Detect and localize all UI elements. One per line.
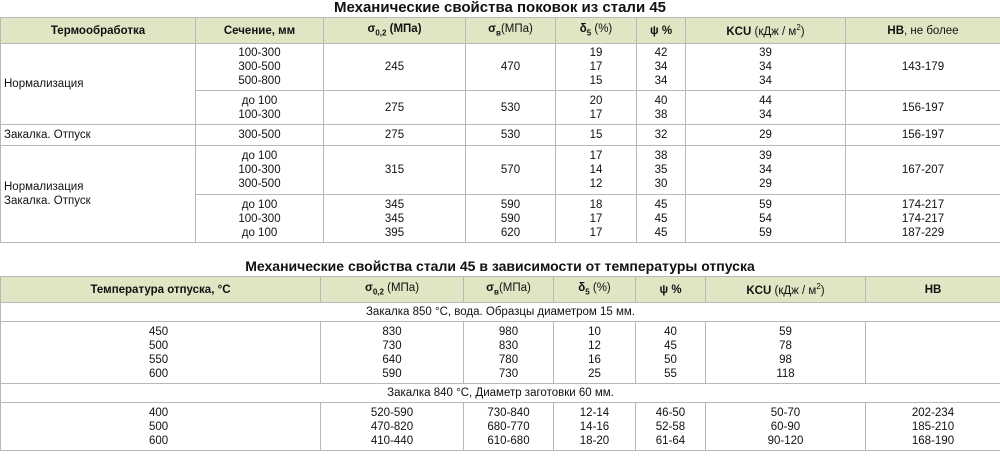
impact-cell: 59 54 59 (686, 195, 846, 243)
header-hardness: HB (866, 277, 1000, 303)
heat-treatment-cell: Нормализация (1, 44, 196, 125)
table-row (1, 44, 1000, 91)
yield-cell: 245 (324, 44, 466, 91)
header-tensile-strength: $\sigma_в(МПа)$ (464, 277, 554, 303)
table1-title: Механические свойства поковок из стали 45 (333, 0, 667, 16)
temperature-cell: 400 500 600 (1, 403, 321, 451)
table-row (1, 322, 1000, 384)
elongation-cell: 10 12 16 25 (554, 322, 636, 384)
header-temperature: Температура отпуска, °С (1, 277, 321, 303)
header-yield-strength: $\sigma_{0,2}$ (МПа) (324, 18, 466, 44)
header-elongation: $\delta_5$ (%) (556, 18, 637, 44)
table2-title: Механические свойства стали 45 в зависимости от температуры отпуска (245, 258, 755, 274)
section-cell: 100-300 300-500 500-800 (196, 44, 324, 91)
header-elongation: $\delta_5$ (%) (554, 277, 636, 303)
table2-block (0, 258, 1000, 451)
section-cell: до 100 100-300 300-500 (196, 146, 324, 195)
section-label: Закалка 850 °С, вода. Образцы диаметром 15 мм. (1, 303, 1000, 322)
yield-cell: 345 345 395 (324, 195, 466, 243)
section-label-row (1, 384, 1000, 403)
table-row (1, 403, 1000, 451)
impact-cell: 29 (686, 125, 846, 146)
tensile-cell: 730-840 680-770 610-680 (464, 403, 554, 451)
tensile-cell: 980 830 780 730 (464, 322, 554, 384)
elongation-cell: 20 17 (556, 91, 637, 125)
reduction-cell: 38 35 30 (637, 146, 686, 195)
header-hardness: HB, не более (846, 18, 1000, 44)
impact-cell: 50-70 60-90 90-120 (706, 403, 866, 451)
table-row (1, 146, 1000, 195)
yield-cell: 830 730 640 590 (321, 322, 464, 384)
impact-cell: 44 34 (686, 91, 846, 125)
hardness-cell: 156-197 (846, 91, 1000, 125)
header-impact-toughness: KCU $(кДж / м^2)$ (706, 277, 866, 303)
temperature-cell: 450 500 550 600 (1, 322, 321, 384)
hardness-cell: 143-179 (846, 44, 1000, 91)
impact-cell: 39 34 34 (686, 44, 846, 91)
reduction-cell: 46-50 52-58 61-64 (636, 403, 706, 451)
reduction-cell: 32 (637, 125, 686, 146)
elongation-cell: 18 17 17 (556, 195, 637, 243)
header-reduction: ψ % (637, 18, 686, 44)
elongation-cell: 12-14 14-16 18-20 (554, 403, 636, 451)
elongation-cell: 19 17 15 (556, 44, 637, 91)
hardness-cell (866, 322, 1000, 384)
section-cell: 300-500 (196, 125, 324, 146)
reduction-cell: 40 45 50 55 (636, 322, 706, 384)
section-label-row (1, 303, 1000, 322)
header-impact-toughness: KCU $(кДж / м^2)$ (686, 18, 846, 44)
hardness-cell: 167-207 (846, 146, 1000, 195)
impact-cell: 59 78 98 118 (706, 322, 866, 384)
tensile-cell: 590 590 620 (466, 195, 556, 243)
hardness-cell: 174-217 174-217 187-229 (846, 195, 1000, 243)
section-cell: до 100 100-300 (196, 91, 324, 125)
yield-cell: 315 (324, 146, 466, 195)
reduction-cell: 45 45 45 (637, 195, 686, 243)
hardness-cell: 156-197 (846, 125, 1000, 146)
header-reduction: ψ % (636, 277, 706, 303)
tensile-cell: 570 (466, 146, 556, 195)
table2-header-row (1, 277, 1000, 303)
heat-treatment-cell: Нормализация Закалка. Отпуск (1, 146, 196, 243)
impact-cell: 39 34 29 (686, 146, 846, 195)
tensile-cell: 470 (466, 44, 556, 91)
section-label: Закалка 840 °С, Диаметр заготовки 60 мм. (1, 384, 1000, 403)
reduction-cell: 40 38 (637, 91, 686, 125)
section-cell: до 100 100-300 до 100 (196, 195, 324, 243)
table1 (0, 17, 1000, 243)
yield-cell: 520-590 470-820 410-440 (321, 403, 464, 451)
reduction-cell: 42 34 34 (637, 44, 686, 91)
hardness-cell: 202-234 185-210 168-190 (866, 403, 1000, 451)
tensile-cell: 530 (466, 91, 556, 125)
header-section: Сечение, мм (196, 18, 324, 44)
heat-treatment-cell: Закалка. Отпуск (1, 125, 196, 146)
table2 (0, 276, 1000, 451)
table1-header-row (1, 18, 1000, 44)
tensile-cell: 530 (466, 125, 556, 146)
header-yield-strength: $\sigma_{0,2}$ (МПа) (321, 277, 464, 303)
table-row (1, 125, 1000, 146)
yield-cell: 275 (324, 125, 466, 146)
header-tensile-strength: $\sigma_в(МПа)$ (466, 18, 556, 44)
elongation-cell: 15 (556, 125, 637, 146)
elongation-cell: 17 14 12 (556, 146, 637, 195)
header-heat-treatment: Термообработка (1, 18, 196, 44)
yield-cell: 275 (324, 91, 466, 125)
